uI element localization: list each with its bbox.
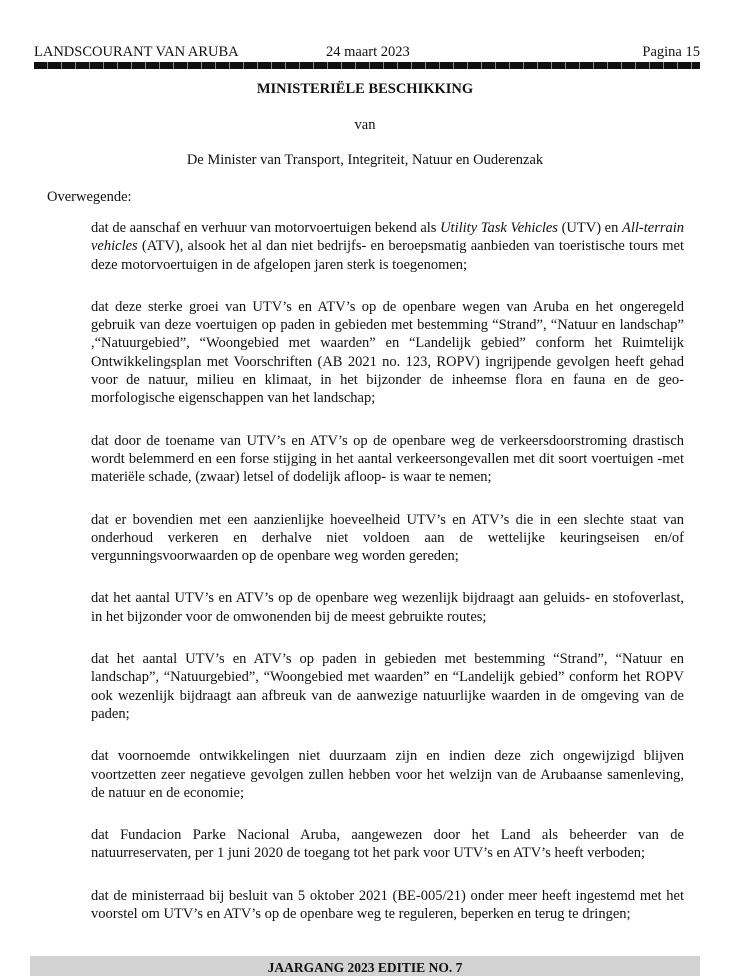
clause-1-term-atv: All-terrain vehicles: [91, 220, 685, 255]
title-van: van: [354, 117, 376, 133]
clause-7: dat voornoemde ontwikkelingen niet duurzaam zijn en indien deze zich ongewijzigd blijven voortzetten zeer negatieve gevolgen zullen hebben voor het welzijn van de Arubaanse samenleving, de natuur en de economie;: [91, 748, 684, 801]
clause-1-text-c: (ATV), alsook het al dan niet bedrijfs- en beroepsmatig aanbieden van toeristische tours met deze motorvoertuigen in de afgelopen jaren sterk is toegenomen;: [91, 238, 684, 273]
clause-5: dat het aantal UTV’s en ATV’s op de openbare weg wezenlijk bijdraagt aan geluids- en stofoverlast, in het bijzonder voor de omwonenden bij de meest gebruikte routes;: [91, 590, 684, 625]
document-title: MINISTERIËLE BESCHIKKING: [256, 81, 474, 97]
clause-1-text-b: (UTV) en: [557, 220, 622, 236]
clause-1-term-utv: Utility Task Vehicles: [440, 220, 558, 236]
page-number: Pagina 15: [642, 44, 700, 60]
clause-8: dat Fundacion Parke Nacional Aruba, aangewezen door het Land als beheerder van de natuurreservaten, per 1 juni 2020 de toegang tot het park voor UTV’s en ATV’s heeft verboden;: [91, 827, 684, 862]
clause-3: dat door de toename van UTV’s en ATV’s op de openbare weg de verkeersdoorstroming drastisch wordt belemmerd en een forse stijging in het aantal verkeersongevallen met dit soort voertuigen -met materiële schade, (zwaar) letsel of dodelijk afloop- is waar te nemen;: [91, 432, 684, 486]
footer-edition: JAARGANG 2023 EDITIE NO. 7: [30, 956, 700, 976]
clause-9: dat de ministerraad bij besluit van 5 oktober 2021 (BE-005/21) onder meer heeft ingestemd met het voorstel om UTV’s en ATV’s op de openbare weg te reguleren, beperken en terug te dringen;: [91, 887, 684, 923]
publication-date: 24 maart 2023: [326, 44, 410, 60]
clause-6: dat het aantal UTV’s en ATV’s op paden in gebieden met bestemming “Strand”, “Natuur en landschap”, “Natuurgebied”, “Woongebied met waarden” en “Landelijk gebied” conform het ROPV ook wezenlijk bijdraagt aan afbreuk van de aanwezige natuurlijke waarden in de omgeving van de paden;: [91, 651, 684, 722]
clause-1-text-a: dat de aanschaf en verhuur van motorvoertuigen bekend als: [91, 220, 441, 236]
page-header: [34, 42, 700, 62]
minister-line: De Minister van Transport, Integriteit, Natuur en Ouderenzak: [186, 152, 544, 168]
publication-name: LANDSCOURANT VAN ARUBA: [34, 44, 239, 60]
clauses-list: [91, 219, 684, 947]
considering-heading: Overwegende:: [47, 189, 132, 205]
clause-1: [91, 219, 684, 274]
clause-4: dat er bovendien met een aanzienlijke hoeveelheid UTV’s en ATV’s die in een slechte staat van onderhoud verkeren en derhalve niet voldoen aan de wettelijke keuringseisen en/of vergunningsvoorwaarden op de openbare weg worden gereden;: [91, 511, 684, 565]
clause-2: dat deze sterke groei van UTV’s en ATV’s op de openbare wegen van Aruba en het ongeregeld gebruik van deze voertuigen op paden in gebieden met bestemming “Strand”, “Natuur en landschap” ,“Natuurgebied”, “Woongebied met waarden” en “Landelijk gebied” conform het Ruimtelijk Ontwikkelingsplan met Voorschriften (AB 2021 no. 123, ROPV) ingrijpende gevolgen heeft gehad voor de natuur, milieu en klimaat, in het bijzonder de inheemse flora en fauna en de geo-morfologische eigenschappen van het landschap;: [91, 298, 684, 407]
header-rule: [34, 62, 700, 69]
